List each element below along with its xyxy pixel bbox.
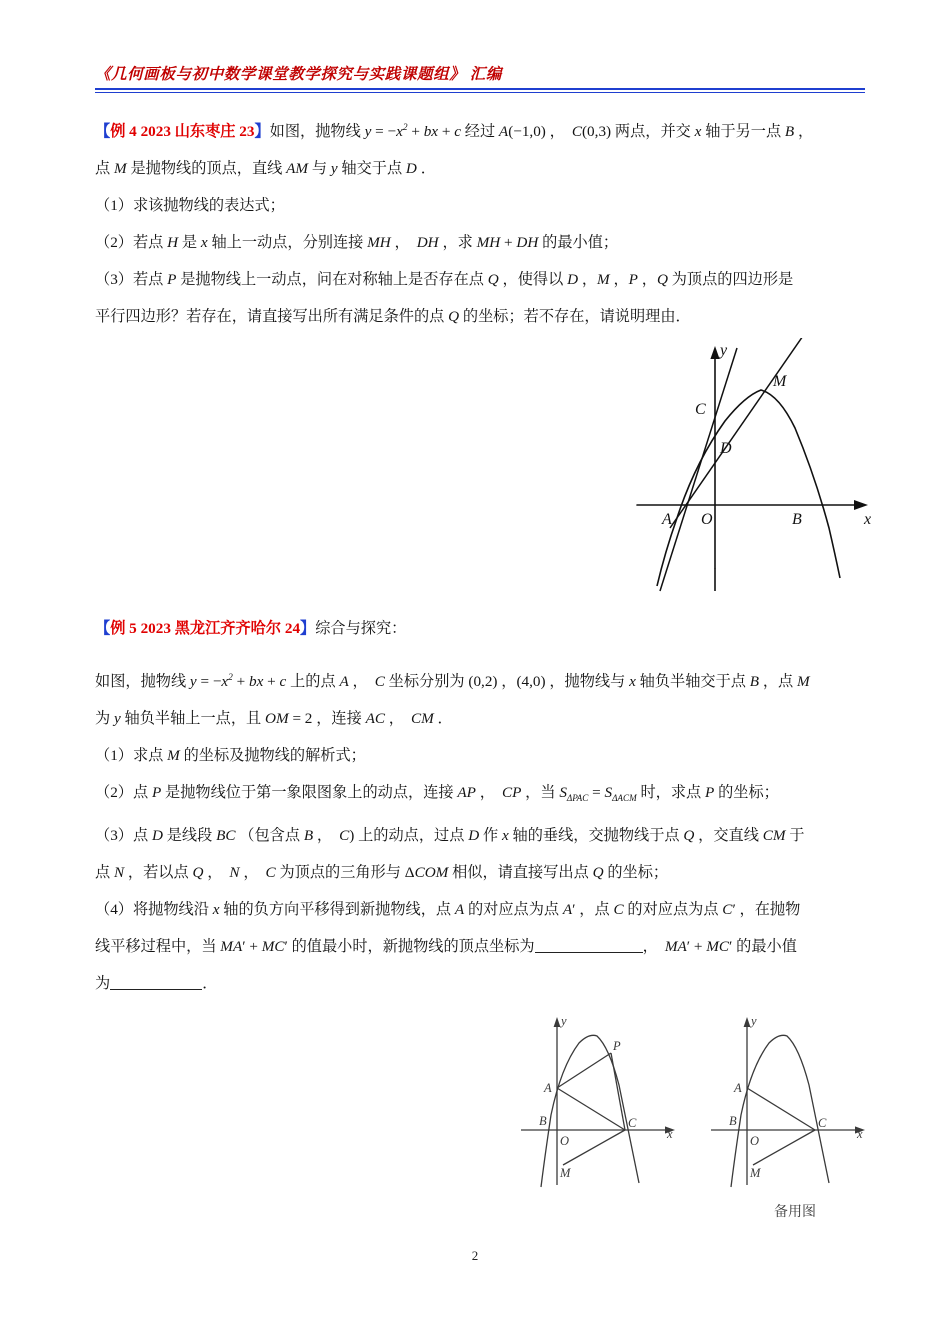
page-number: 2 [471,1248,479,1263]
x-axis-arrow [854,500,868,510]
segment-PC [611,1053,625,1130]
figure-example4 [625,338,885,603]
figure-example5-spare [705,1005,885,1220]
line-C-chord [660,348,737,591]
problem-example-4 [95,110,870,335]
example5-line-10: 为 ． [95,975,218,993]
label-point-B: B [729,1114,737,1128]
example5-line-2: 如图，抛物线 $y = -x^2$ + bx + c 上的点 A ， C 坐标分别为 (0,2) ，(4,0) ，抛物线与 x 轴负半轴交于点 B ，点 M [95,673,810,691]
label-point-M: M [750,1166,761,1180]
label-point-M: M [560,1166,571,1180]
example4-tag-label: 例 4 2023 山东枣庄 23 [110,123,255,141]
label-point-D: D [720,440,732,457]
parabola-curve [731,1035,829,1187]
example5-tag-label: 例 5 2023 黑龙江齐齐哈尔 24 [110,620,301,637]
example4-bracket-close: 】 [254,123,270,141]
page-header [95,62,865,93]
label-point-B: B [792,511,802,528]
label-x-axis: x [864,511,872,528]
example5-line-9: 线平移过程中，当 MA′ + MC′ 的值最小时，新抛物线的顶点坐标为 ， MA′ + MC′ 的最小值 [95,938,797,956]
label-y-axis: y [561,1014,567,1028]
example5-bracket-close: 】 [300,620,316,637]
label-point-C: C [695,401,706,418]
header-divider-rule [95,88,865,93]
label-point-P: P [613,1039,621,1053]
segment-AC [557,1088,625,1130]
example5-line-5: （2）点 P 是抛物线位于第一象限图象上的动点，连接 AP ， CP ，当 $S_{\Delta PAC} = S_{\Delta ACM}$ 时，求点 P 的坐标； [95,784,779,804]
label-point-O: O [701,511,713,528]
spare-figure-caption: 备用图 [774,1205,816,1220]
label-point-O: O [750,1134,760,1148]
label-point-O: O [560,1134,570,1148]
example4-bracket-open: 【 [95,123,111,141]
example4-line-5: （3）若点 P 是抛物线上一动点，问在对称轴上是否存在点 Q ，使得以 D ，M ，P ，Q 为顶点的四边形是 [95,271,794,289]
label-point-A: A [544,1081,552,1095]
parabola-curve [657,390,840,586]
y-axis-arrow [744,1017,751,1027]
example4-line-6: 平行四边形？若存在，请直接写出所有满足条件的点 Q 的坐标；若不存在，请说明理由． [95,308,691,326]
figure-example5-main [515,1005,695,1195]
example4-line-3: （1）求该抛物线的表达式； [95,197,285,215]
example5-line-4: （1）求点 M 的坐标及抛物线的解析式； [95,747,366,765]
example4-line-2: 点 M 是抛物线的顶点，直线 AM 与 y 轴交于点 D ． [95,160,436,178]
parabola-curve [541,1035,639,1187]
parabola-figure-example5-spare-svg [705,1005,885,1195]
line-AM [670,338,805,528]
label-point-B: B [539,1114,547,1128]
example5-line-3: 为 y 轴负半轴上一点，且 OM = 2 ，连接 AC ， CM ． [95,710,453,728]
example5-line-6: （3）点 D 是线段 BC （包含点 B ， C) 上的动点，过点 D 作 x 轴的垂线，交抛物线于点 Q ，交直线 CM 于 [95,827,805,845]
label-y-axis: y [751,1014,757,1028]
example5-line-8: （4）将抛物线沿 x 轴的负方向平移得到新抛物线，点 A 的对应点为点 A′ ，点 C 的对应点为点 C′ ，在抛物 [95,901,801,919]
header-title: 《几何画板与初中数学课堂教学探究与实践课题组》 汇编 [95,66,502,83]
parabola-figure-example4-svg [625,338,885,603]
y-axis-arrow [554,1017,561,1027]
example4-line-4: （2）若点 H 是 x 轴上一动点，分别连接 MH ， DH ，求 MH + DH 的最小值； [95,234,619,252]
example5-intro: 综合与探究： [315,620,407,637]
segment-CM [753,1130,815,1165]
answer-blank-minvalue[interactable] [110,975,202,990]
segment-AP [557,1053,611,1088]
example5-line-7: 点 N ，若以点 Q ， N ， C 为顶点的三角形与 ΔCOM 相似，请直接写出点 Q 的坐标； [95,864,669,882]
segment-AC [747,1088,815,1130]
parabola-figure-example5-main-svg [515,1005,695,1195]
segment-CM [563,1130,625,1165]
example5-line-1 [95,610,870,647]
label-point-C: C [628,1116,637,1130]
label-x-axis: x [667,1127,673,1141]
example4-line-1: 【例 4 2023 山东枣庄 23】如图，抛物线 $y = -x^2$ + bx + c 经过 A(−1,0) ， C(0,3) 两点，并交 x 轴于另一点 B ， [95,123,814,141]
label-y-axis: y [720,342,728,359]
answer-blank-vertex[interactable] [535,938,643,953]
example5-bracket-open: 【 [95,620,111,637]
label-point-A: A [662,511,672,528]
label-point-M: M [773,373,787,390]
problem-example-5 [95,610,870,1002]
y-axis-arrow [710,346,719,359]
label-x-axis: x [857,1127,863,1141]
label-point-A: A [734,1081,742,1095]
label-point-C: C [818,1116,827,1130]
